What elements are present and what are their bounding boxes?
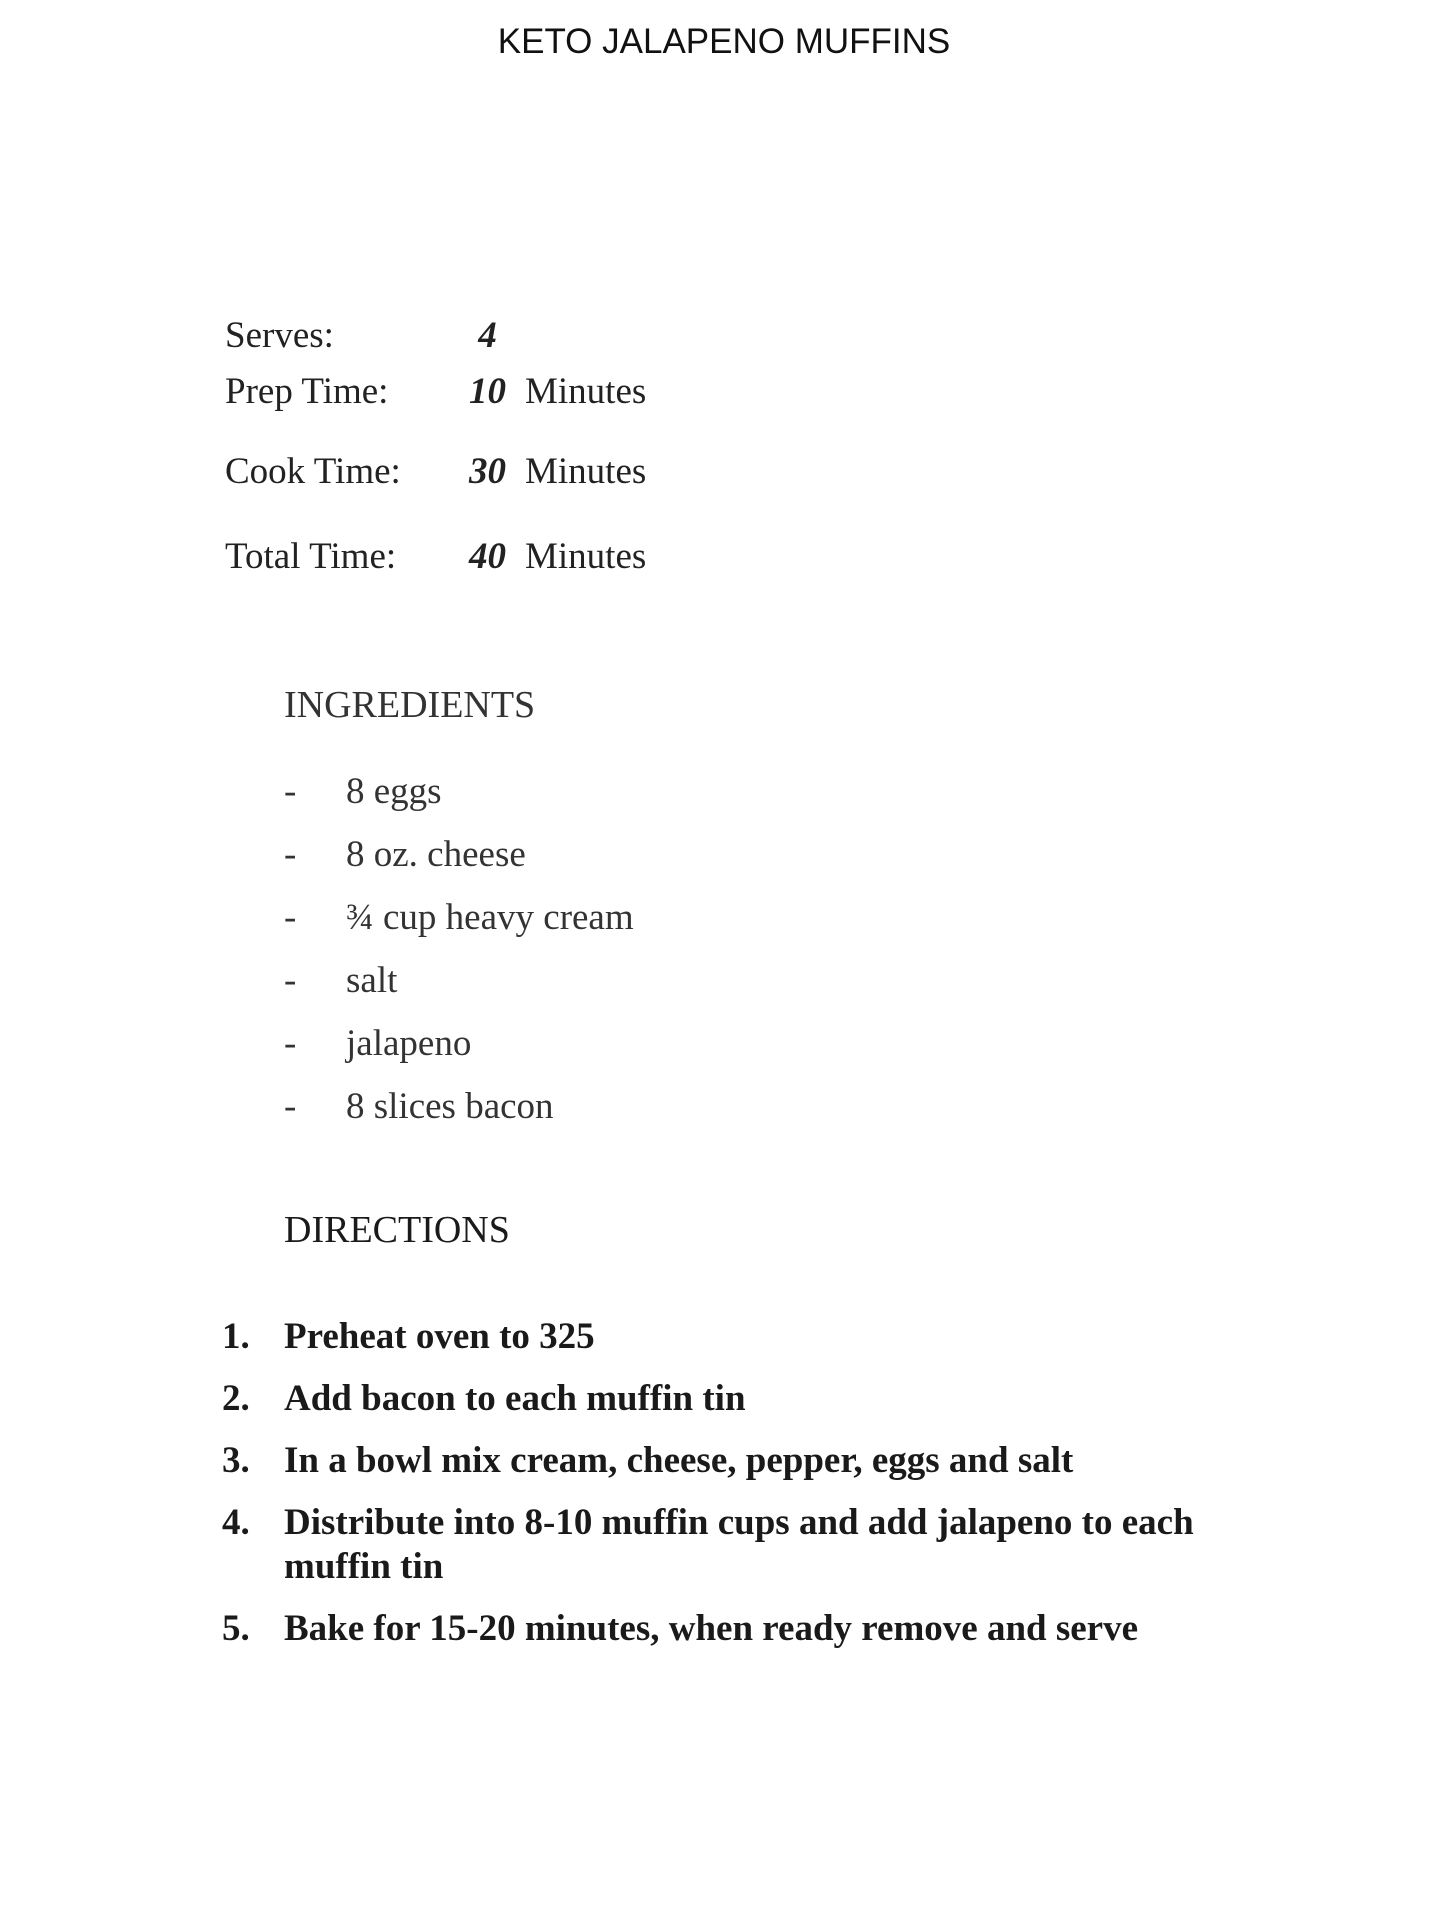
bullet-dash: -: [284, 1023, 297, 1064]
bullet-dash: -: [284, 897, 297, 938]
list-item: [222, 1501, 1222, 1589]
total-time-unit: Minutes: [525, 536, 647, 577]
ingredient-text: jalapeno: [346, 1023, 472, 1064]
list-item: [222, 1315, 1222, 1359]
list-item: [222, 1607, 1222, 1651]
prep-time-unit: Minutes: [525, 371, 647, 412]
step-number: 1.: [222, 1316, 250, 1357]
list-item: [222, 1377, 1222, 1421]
bullet-dash: -: [284, 771, 297, 812]
bullet-dash: -: [284, 834, 297, 875]
total-time-value: 40: [469, 536, 506, 577]
step-text: Bake for 15-20 minutes, when ready remove and serve: [284, 1608, 1139, 1649]
directions-list: [222, 1315, 1222, 1669]
ingredient-text: 8 slices bacon: [346, 1086, 554, 1127]
step-text: Distribute into 8-10 muffin cups and add jalapeno to each muffin tin: [284, 1502, 1194, 1587]
ingredients-heading: INGREDIENTS: [284, 684, 536, 726]
cook-time-value: 30: [469, 451, 506, 492]
ingredient-text: 8 oz. cheese: [346, 834, 526, 875]
list-item: [222, 1439, 1222, 1483]
total-time-label: Total Time:: [225, 536, 397, 577]
step-text: In a bowl mix cream, cheese, pepper, eggs and salt: [284, 1440, 1074, 1481]
cook-time-unit: Minutes: [525, 451, 647, 492]
bullet-dash: -: [284, 1086, 297, 1127]
prep-time-value: 10: [469, 371, 506, 412]
step-number: 2.: [222, 1378, 250, 1419]
ingredient-text: 8 eggs: [346, 771, 442, 812]
step-number: 3.: [222, 1440, 250, 1481]
serves-value: 4: [478, 315, 497, 356]
step-number: 4.: [222, 1502, 250, 1543]
step-text: Add bacon to each muffin tin: [284, 1378, 746, 1419]
step-number: 5.: [222, 1608, 250, 1649]
bullet-dash: -: [284, 960, 297, 1001]
ingredient-text: ¾ cup heavy cream: [346, 897, 634, 938]
recipe-title: KETO JALAPENO MUFFINS: [497, 22, 951, 61]
ingredient-text: salt: [346, 960, 398, 1001]
step-text: Preheat oven to 325: [284, 1316, 595, 1357]
cook-time-label: Cook Time:: [225, 451, 401, 492]
prep-time-label: Prep Time:: [225, 371, 389, 412]
serves-label: Serves:: [225, 315, 334, 356]
directions-heading: DIRECTIONS: [284, 1209, 510, 1251]
